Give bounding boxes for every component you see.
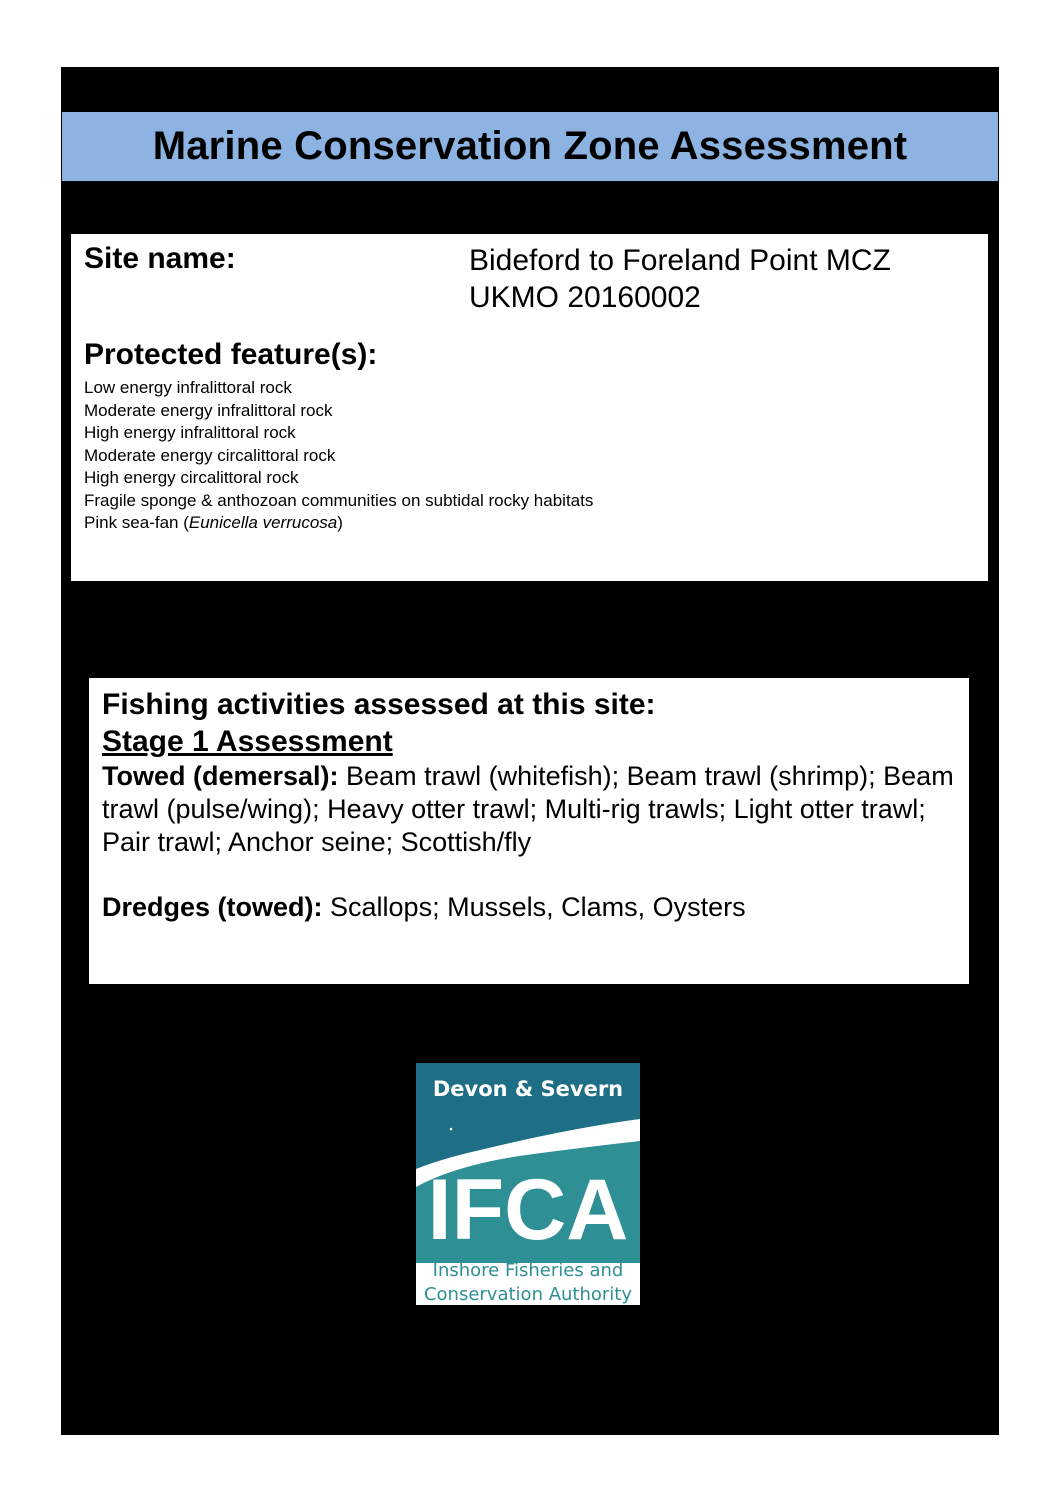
stage-heading: Stage 1 Assessment [102,725,393,758]
title-banner [62,112,998,181]
page-title: Marine Conservation Zone Assessment [152,124,908,168]
dredges-label: Dredges (towed): [102,892,323,922]
logo-top-text: Devon & Severn [432,1077,624,1101]
site-name-value [469,242,891,316]
feature-item: Fragile sponge & anthozoan communities on subtidal rocky habitats [84,490,594,510]
spacer [102,859,956,891]
ifca-logo [416,1063,640,1305]
ifca-logo-graphic [416,1063,640,1305]
logo-line2: Conservation Authority [423,1284,633,1305]
site-info-box [71,234,988,581]
site-name-label: Site name: [84,242,236,275]
fishing-activities-heading: Fishing activities assessed at this site: [102,688,656,721]
dredges-text: Scallops; Mussels, Clams, Oysters [322,892,746,922]
feature-suffix: ) [337,513,343,532]
feature-item: High energy infralittoral rock [84,423,296,442]
towed-text: Beam trawl (whitefish); Beam trawl (shrimp); Beam trawl (pulse/wing); Heavy otter trawl; Multi-rig trawls; Light otter trawl; Pair trawl; Anchor seine; Scottish/fly [102,761,954,857]
logo-acronym: IFCA [427,1162,629,1258]
protected-features-list [84,377,593,535]
protected-features-heading: Protected feature(s): [84,338,378,371]
species-name: Eunicella verrucosa [188,513,338,532]
feature-item: Low energy infralittoral rock [84,378,292,397]
feature-item: Moderate energy circalittoral rock [84,445,336,465]
feature-prefix: Pink sea-fan ( [84,513,189,532]
fishing-activities-box [89,678,969,984]
feature-item-pink-sea-fan [84,512,593,535]
towed-label: Towed (demersal): [102,761,339,791]
feature-item: High energy circalittoral rock [84,468,299,487]
towed-demersal-paragraph [102,760,956,859]
feature-item: Moderate energy infralittoral rock [84,400,333,420]
logo-line1: Inshore Fisheries and [432,1260,624,1281]
dredges-paragraph [102,891,956,924]
site-name: Bideford to Foreland Point MCZ [469,244,891,277]
site-code: UKMO 20160002 [469,281,701,314]
